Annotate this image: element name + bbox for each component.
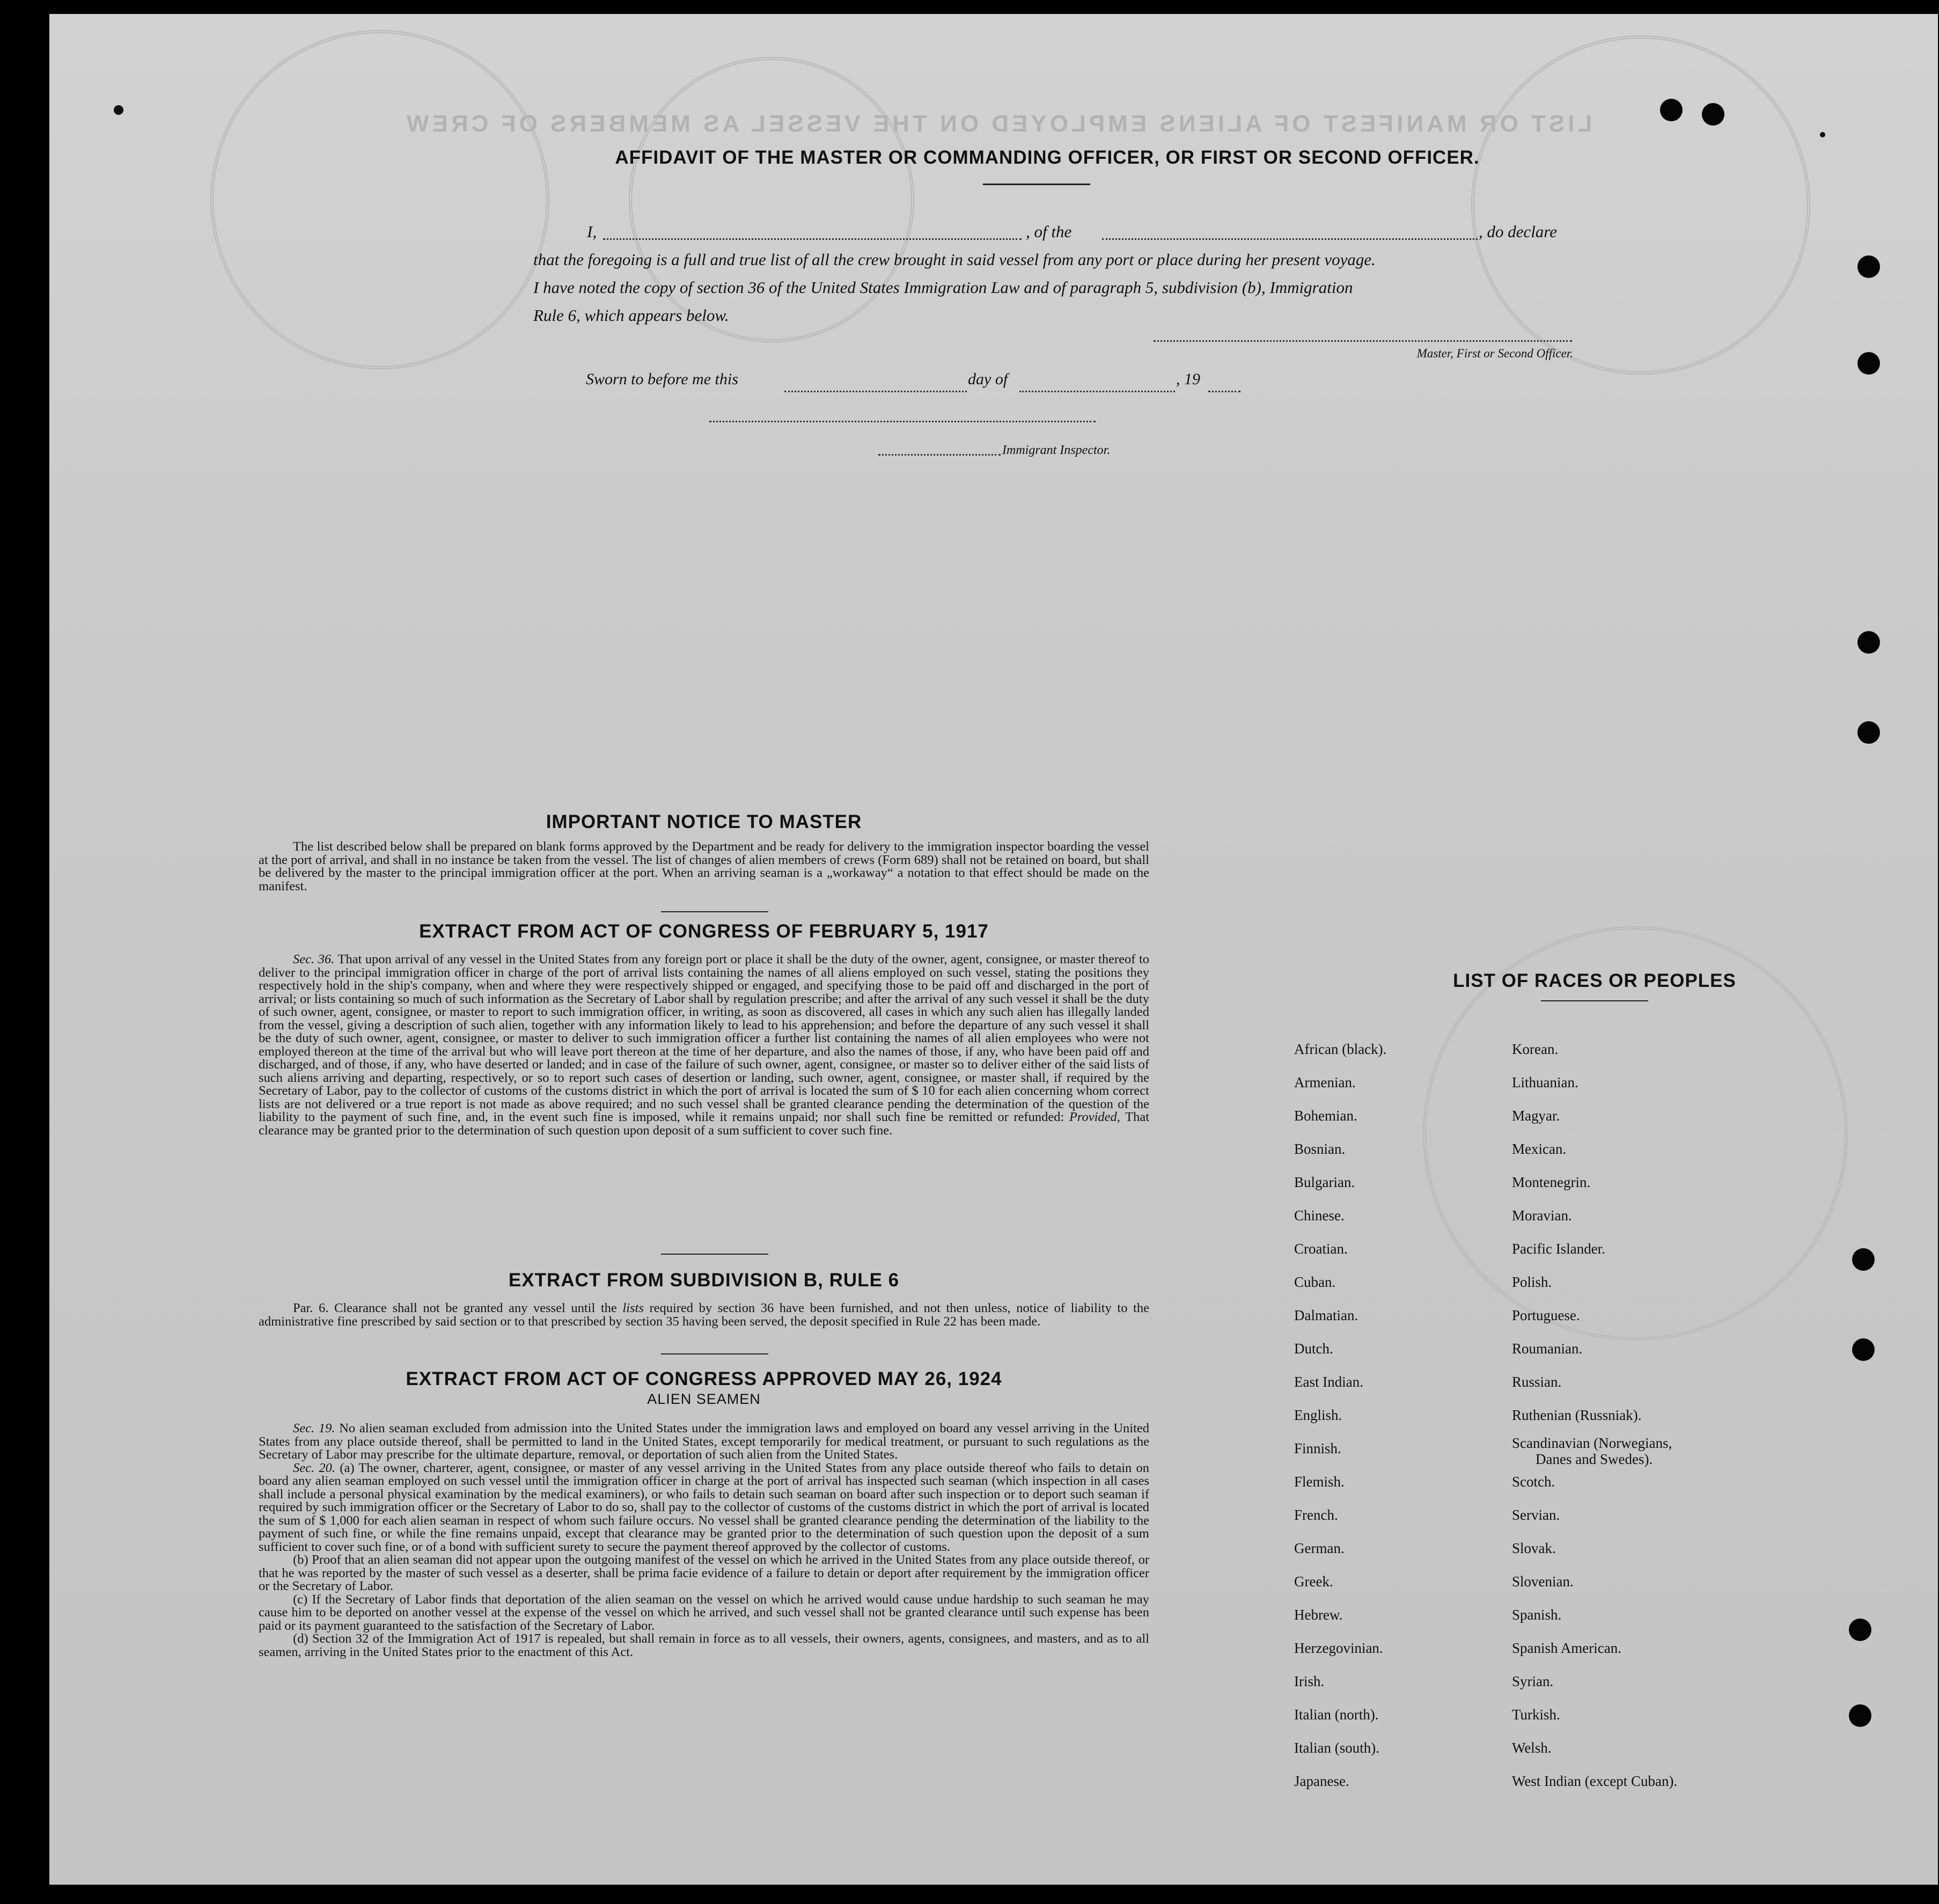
extract-1917-rule: [661, 1254, 768, 1255]
race-item: English.: [1294, 1407, 1342, 1423]
rule6-rule: [661, 1353, 768, 1354]
race-item: Bohemian.: [1294, 1108, 1357, 1124]
sworn-label: Sworn to before me this: [586, 370, 738, 388]
races-title-rule: [1541, 1000, 1648, 1001]
ink-mark: [1820, 132, 1825, 137]
inspector-label: Immigrant Inspector.: [1002, 443, 1111, 457]
race-item: Ruthenian (Russniak).: [1512, 1407, 1642, 1423]
race-item: Montenegrin.: [1512, 1174, 1591, 1190]
sec-20b: (b) Proof that an alien seaman did not appear upon the outgoing manifest of the vessel on which he arrived in the United States from any place outside thereof, or that he was reported by the master of such vessel as a deserter, shall be prima facie evidence of a failure to detain or deport after requirement by the immigration officer or the Secretary of Labor.: [259, 1553, 1149, 1593]
race-item: Scotch.: [1512, 1474, 1555, 1490]
race-item: Irish.: [1294, 1673, 1325, 1689]
provided-label: Provided,: [1069, 1110, 1120, 1124]
affidavit-title-rule: [983, 184, 1090, 185]
rule6-body-a: Par. 6. Clearance shall not be granted any vessel until the: [293, 1301, 617, 1315]
binder-hole: [1660, 99, 1683, 121]
race-item: Moravian.: [1512, 1207, 1572, 1224]
affidavit-line-4: Rule 6, which appears below.: [533, 306, 729, 325]
race-item: African (black).: [1294, 1041, 1387, 1057]
sworn-year-blank[interactable]: [1208, 391, 1240, 392]
binder-hole: [1857, 631, 1880, 654]
sworn-year-prefix: , 19: [1176, 370, 1200, 388]
master-signature-label: Master, First or Second Officer.: [1416, 347, 1573, 360]
inspector-signature-prefix: [878, 454, 1001, 456]
extract-1924-title: EXTRACT FROM ACT OF CONGRESS APPROVED MAY 26, 1924: [406, 1368, 1002, 1389]
binder-hole: [1852, 1338, 1875, 1361]
binder-hole: [1857, 721, 1880, 744]
race-item: [1512, 1432, 1748, 1465]
race-item: Japanese.: [1294, 1773, 1349, 1789]
race-item: Polish.: [1512, 1274, 1552, 1290]
race-item: Chinese.: [1294, 1207, 1345, 1224]
race-item: Italian (south).: [1294, 1740, 1379, 1756]
race-item: Italian (north).: [1294, 1707, 1379, 1723]
race-item: Portuguese.: [1512, 1307, 1580, 1323]
race-item: Turkish.: [1512, 1707, 1560, 1723]
race-item: German.: [1294, 1540, 1345, 1556]
sec-20c: (c) If the Secretary of Labor finds that deportation of the alien seaman on the vessel on which he arrived would cause undue hardship to such seaman he may cause him to be deported on another vessel at the expense of the vessel on which he arrived, and such vessel shall not be granted clearance until such expense has been paid or its payment guaranteed to the satisfaction of the Secretary of Labor.: [259, 1592, 1149, 1633]
document-page: [49, 14, 1938, 1885]
binder-hole: [1857, 352, 1880, 375]
notice-text: [259, 840, 1149, 893]
extract-1917-title: EXTRACT FROM ACT OF CONGRESS OF FEBRUARY 5, 1917: [419, 921, 989, 942]
rule6-body-b: required by section 36 have been furnished, and not then unless, notice of liability to the administrative fine prescribed by said section or to that prescribed by section 35 having been served, the deposit specified in Rule 22 has been made.: [259, 1301, 1149, 1329]
affidavit-line-2: that the foregoing is a full and true list of all the crew brought in said vessel from any port or place during her present voyage.: [533, 250, 1376, 269]
race-item: Cuban.: [1294, 1274, 1336, 1290]
affidavit-line-3: I have noted the copy of section 36 of the United States Immigration Law and of paragraph 5, subdivision (b), Immigration: [533, 278, 1353, 297]
affidavit-line-1: [533, 218, 1574, 246]
binder-hole: [1849, 1619, 1871, 1641]
inspector-signature-line[interactable]: [709, 421, 1096, 422]
extract-1924-subtitle: ALIEN SEAMEN: [647, 1391, 761, 1407]
ink-mark: [114, 105, 123, 115]
race-item: Spanish American.: [1512, 1640, 1621, 1656]
race-item: Magyar.: [1512, 1108, 1560, 1124]
race-item: Servian.: [1512, 1507, 1560, 1523]
race-item: Lithuanian.: [1512, 1074, 1578, 1090]
race-item: Slovenian.: [1512, 1573, 1574, 1590]
binder-hole: [1849, 1704, 1871, 1727]
race-item: Bosnian.: [1294, 1141, 1346, 1157]
race-item: Hebrew.: [1294, 1607, 1343, 1623]
sec-36-label: Sec. 36.: [293, 952, 335, 966]
binder-hole: [1702, 103, 1724, 126]
race-item: Herzegovinian.: [1294, 1640, 1383, 1656]
race-item-continuation: Danes and Swedes).: [1536, 1451, 1653, 1467]
notice-title: IMPORTANT NOTICE TO MASTER: [546, 811, 862, 832]
sec-36-body: That upon arrival of any vessel in the United States from any foreign port or place it shall be the duty of the owner, agent, consignee, or master thereof to deliver to the principal immigration officer in charge of the port of arrival lists containing the names of all aliens employed on such vessel, stating the positions they respectively hold in the ship's company, when and where they were respectively shipped or engaged, and specifying those to be paid off and discharged in the port of arrival; or lists containing so much of such information as the Secretary of Labor shall by regulation prescribe; and after the arrival of any such vessel it shall be the duty of such owner, agent, consignee, or master to report to such immigration officer, in writing, as soon as discovered, all cases in which any such alien has illegally landed from the vessel, giving a description of such alien, together with any information likely to lead to his apprehension; and before the departure of any such vessel it shall be the duty of such owner, agent, consignee, or master to deliver to such immigration officer a further list containing the names of all alien employees who were not employed thereon at the time of the arrival but who will leave port thereon at the time of her departure, and also the names of those, if any, who have been paid off and discharged, and of those, if any, who have deserted or landed; and in case of the failure of such owner, agent, consignee, or master so to deliver either of the said lists of such aliens arriving and departing, respectively, or so to report such cases of desertion or landing, such owner, agent, consignee, or master shall, if required by the Secretary of Labor, pay to the collector of customs of the customs district in which the port of arrival is located the sum of $ 10 for each alien concerning whom correct lists are not delivered or a true report is not made as above required; and no such vessel shall be granted clearance pending the determination of the question of the liability to the payment of such fine, and, in the event such fine is imposed, while it remains unpaid; nor shall such fine be remitted or refunded:: [259, 952, 1149, 1124]
affidavit-i: I,: [587, 222, 597, 241]
race-item: Finnish.: [1294, 1440, 1341, 1456]
race-item: West Indian (except Cuban).: [1512, 1773, 1678, 1789]
affidavit-of-the: , of the: [1026, 222, 1072, 241]
race-item: Dutch.: [1294, 1341, 1333, 1357]
race-item-text: Scandinavian (Norwegians,: [1512, 1435, 1672, 1451]
sworn-line: [586, 370, 1230, 397]
race-item: Armenian.: [1294, 1074, 1356, 1090]
vessel-blank[interactable]: [1102, 238, 1478, 240]
binder-hole: [1852, 1248, 1875, 1271]
sec-20a-body: (a) The owner, charterer, agent, consignee, or master of any vessel arriving in the United States from any place outside thereof who fails to detain on board any alien seaman employed on such vessel until the immigration officer in charge at the port of arrival has inspected such seaman (which inspection in all cases shall include a personal physical examination by the medical examiners), or who fails to detain such seaman on board after such inspection or to deport such seaman if required by such immigration officer or the Secretary of Labor to do so, shall pay to the collector of customs of the customs district in which the port of arrival is located the sum of $ 1,000 for each alien seaman in respect of whom such failure occurs. No vessel shall be granted clearance pending the determination of the liability to the payment of such fine, or while the fine remains unpaid, except that clearance may be granted prior to the determination of such question upon the deposit of a sum sufficient to cover such fine, or of a bond with sufficient surety to secure the payment thereof approved by the collector of customs.: [259, 1460, 1150, 1554]
affidavit-title: AFFIDAVIT OF THE MASTER OR COMMANDING OFFICER, OR FIRST OR SECOND OFFICER.: [615, 147, 1480, 168]
rule6-title: EXTRACT FROM SUBDIVISION B, RULE 6: [508, 1270, 900, 1291]
sworn-month-blank[interactable]: [1019, 391, 1175, 392]
bleed-through-heading: LIST OR MANIFEST OF ALIENS EMPLOYED ON THE VESSEL AS MEMBERS OF CREW: [403, 111, 1592, 137]
name-blank[interactable]: [603, 238, 1022, 240]
sworn-day-of: day of: [968, 370, 1008, 388]
binder-hole: [1857, 255, 1880, 278]
races-title: LIST OF RACES OR PEOPLES: [1453, 970, 1736, 991]
race-item: Slovak.: [1512, 1540, 1556, 1556]
rule6-text: [259, 1302, 1149, 1328]
race-item: Syrian.: [1512, 1673, 1554, 1689]
master-signature-line[interactable]: [1154, 340, 1572, 342]
race-item: Greek.: [1294, 1573, 1333, 1590]
rule6-lists: lists: [622, 1301, 644, 1315]
race-item: Flemish.: [1294, 1474, 1345, 1490]
sec-19-body: No alien seaman excluded from admission into the United States under the immigration laws and employed on board any vessel arriving in the United States from any place outside thereof, shall be permitted to land in the United States, except temporarily for medical treatment, or pursuant to such regulations as the Secretary of Labor may prescribe for the ultimate departure, removal, or deportation of such alien from the United States.: [259, 1421, 1150, 1462]
notice-rule: [661, 911, 768, 912]
races-right-column: [1512, 1032, 1748, 1798]
faded-stamp-left: [210, 30, 549, 369]
proviso-body: That clearance may be granted prior to the determination of such question upon deposit of a sum sufficient to cover such fine.: [259, 1110, 1150, 1138]
race-item: Mexican.: [1512, 1141, 1567, 1157]
extract-1917-text: [259, 953, 1149, 1137]
race-item: Pacific Islander.: [1512, 1241, 1605, 1257]
notice-paragraph: The list described below shall be prepared on blank forms approved by the Department and be ready for delivery to the immigration inspector boarding the vessel at the port of arrival, and shall in no instance be taken from the vessel. The list of changes of alien members of crews (Form 689) shall not be retained on board, but shall be delivered by the master to the principal immigration officer at the port. When an arriving seaman is a „workaway“ a notation to that effect should be made on the manifest.: [259, 839, 1149, 894]
races-left-column: [1294, 1032, 1509, 1798]
sec-19-label: Sec. 19.: [293, 1421, 335, 1436]
sec-20d: (d) Section 32 of the Immigration Act of 1917 is repealed, but shall remain in force as to all vessels, their owners, agents, consignees, and masters, and as to all seamen, arriving in the United States prior to the enactment of this Act.: [259, 1631, 1149, 1659]
extract-1924-text: [259, 1422, 1149, 1659]
race-item: French.: [1294, 1507, 1338, 1523]
race-item: Welsh.: [1512, 1740, 1552, 1756]
sworn-day-blank[interactable]: [784, 391, 967, 392]
race-item: Bulgarian.: [1294, 1174, 1355, 1190]
race-item: Dalmatian.: [1294, 1307, 1358, 1323]
race-item: Russian.: [1512, 1374, 1562, 1390]
sec-20-label: Sec. 20.: [293, 1460, 336, 1475]
affidavit-do-declare: , do declare: [1479, 222, 1558, 241]
race-item: East Indian.: [1294, 1374, 1363, 1390]
race-item: Croatian.: [1294, 1241, 1348, 1257]
race-item: Korean.: [1512, 1041, 1559, 1057]
race-item: Roumanian.: [1512, 1341, 1583, 1357]
race-item: Spanish.: [1512, 1607, 1562, 1623]
